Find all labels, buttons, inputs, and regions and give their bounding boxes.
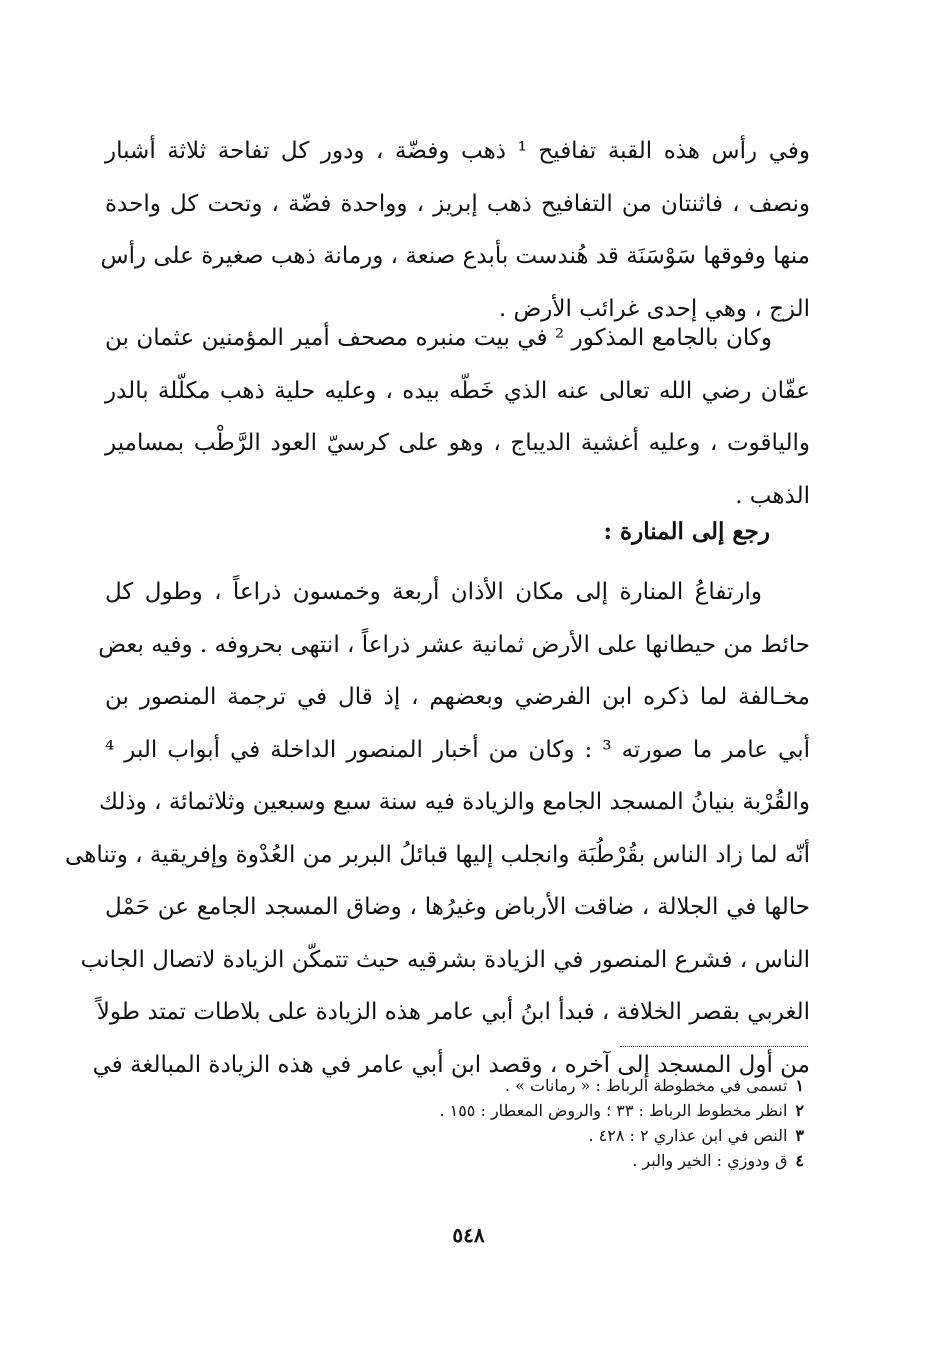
text-line: والياقوت ، وعليه أغشية الديباج ، وهو على كرسيّ العود الرَّطْب بمسامير bbox=[105, 430, 810, 456]
footnote-number: ١ bbox=[795, 1076, 804, 1095]
text-line: الذهب . bbox=[735, 482, 810, 509]
text-line: الناس ، فشرع المنصور في الزيادة بشرقيه حيث تتمكّن الزيادة لاتصال الجانب bbox=[80, 946, 810, 973]
text-line: من أول المسجد إلى آخره ، وقصد ابن أبي عامر في هذه الزيادة المبالغة في bbox=[92, 1051, 810, 1078]
section-heading: رجع إلى المنارة : bbox=[603, 518, 770, 545]
text-line: والقُرْبة بنيانُ المسجد الجامع والزيادة فيه سنة سبع وسبعين وثلاثمائة ، وذلك bbox=[99, 789, 810, 815]
footnote-divider bbox=[620, 1046, 808, 1047]
footnote-text: النص في ابن عذاري ٢ : ٤٢٨ . bbox=[588, 1126, 788, 1145]
text-line: أنّه لما زاد الناس بقُرْطُبَة وانجلب إليها قبائلُ البربر من العُدْوة وإفريقية ، وتناهى bbox=[65, 841, 810, 868]
text-line: الزج ، وهي إحدى غرائب الأرض . bbox=[498, 295, 810, 322]
footnote-text: ق ودوزي : الخير والبر . bbox=[632, 1151, 788, 1170]
text-line: أبي عامر ما صورته ³ : وكان من أخبار المنصور الداخلة في أبواب البر ⁴ bbox=[105, 736, 810, 763]
footnote bbox=[105, 1073, 810, 1098]
paragraph-dome-apples bbox=[100, 125, 810, 335]
text-line: وكان بالجامع المذكور ² في بيت منبره مصحف أمير المؤمنين عثمان بن bbox=[105, 325, 772, 351]
text-line: حالها في الجلالة ، ضاقت الأرباض وغيرُها ، وضاق المسجد الجامع عن حَمْل bbox=[105, 894, 810, 920]
text-line: منها وفوقها سَوْسَنَة قد هُندست بأبدع صنعة ، ورمانة ذهب صغيرة على رأس bbox=[100, 243, 810, 269]
footnote bbox=[105, 1148, 810, 1173]
text-line: عفّان رضي الله تعالى عنه الذي خَطّه بيده ، وعليه حلية ذهب مكلّلة بالدر bbox=[105, 377, 810, 404]
paragraph-uthman-mushaf bbox=[105, 312, 810, 522]
page-number: ٥٤٨ bbox=[452, 1223, 485, 1247]
footnotes bbox=[105, 1073, 810, 1173]
text-line: ونصف ، فاثنتان من التفافيح ذهب إبريز ، وواحدة فضّة ، وتحت كل واحدة bbox=[105, 190, 810, 217]
text-line: وفي رأس هذه القبة تفافيح ¹ ذهب وفضّة ، ودور كل تفاحة ثلاثة أشبار bbox=[105, 138, 810, 164]
footnote-text: تسمى في مخطوطة الرباط : « رمانات » . bbox=[504, 1076, 788, 1095]
footnote bbox=[105, 1123, 810, 1148]
footnote-number: ٢ bbox=[795, 1101, 804, 1120]
footnote-number: ٣ bbox=[795, 1126, 804, 1145]
text-line: حائط من حيطانها على الأرض ثمانية عشر ذراعاً ، انتهى بحروفه . وفيه بعض bbox=[98, 631, 810, 658]
footnote-text: انظر مخطوط الرباط : ٣٣ ؛ والروض المعطار : ١٥٥ . bbox=[439, 1101, 788, 1120]
text-line: وارتفاعُ المنارة إلى مكان الأذان أربعة وخمسون ذراعاً ، وطول كل bbox=[105, 579, 762, 605]
text-line: مخـالفة لما ذكره ابن الفرضي وبعضهم ، إذ قال في ترجمة المنصور بن bbox=[105, 684, 810, 710]
text-line: الغربي بقصر الخلافة ، فبدأ ابنُ أبي عامر هذه الزيادة على بلاطات تمتد طولاً bbox=[96, 999, 810, 1025]
footnote-number: ٤ bbox=[795, 1151, 804, 1170]
footnote bbox=[105, 1098, 810, 1123]
paragraph-minaret bbox=[65, 566, 810, 1091]
